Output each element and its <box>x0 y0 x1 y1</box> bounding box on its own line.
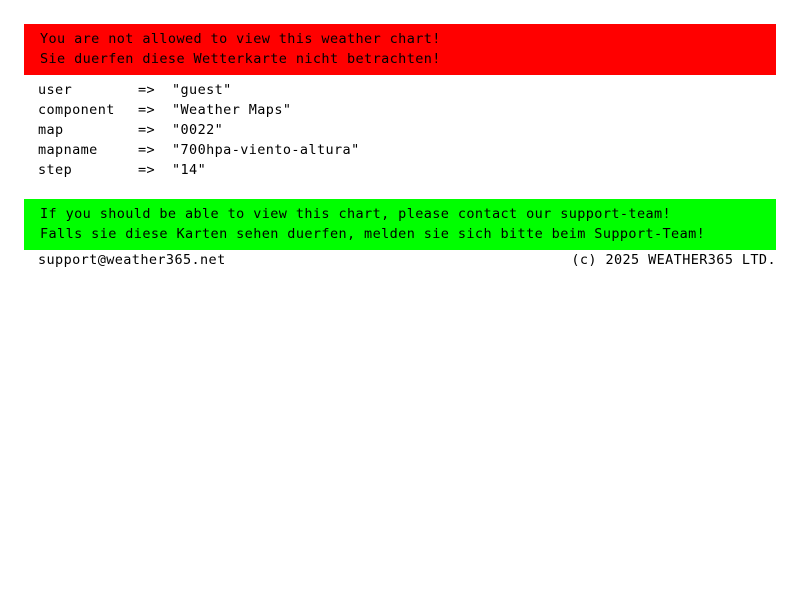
info-banner <box>24 199 776 250</box>
param-arrow: => <box>138 162 156 178</box>
param-key-step: step <box>38 162 73 178</box>
param-key-component: component <box>38 102 115 118</box>
param-value-step: "14" <box>172 162 207 178</box>
error-message-en: You are not allowed to view this weather chart! <box>40 31 441 47</box>
parameter-table <box>38 80 360 180</box>
param-key-mapname: mapname <box>38 142 98 158</box>
param-value-mapname: "700hpa-viento-altura" <box>172 142 360 158</box>
table-row <box>38 120 360 140</box>
footer <box>38 250 776 270</box>
param-value-component: "Weather Maps" <box>172 102 292 118</box>
param-arrow: => <box>138 102 156 118</box>
param-arrow: => <box>138 82 156 98</box>
error-banner <box>24 24 776 75</box>
table-row <box>38 160 360 180</box>
table-row <box>38 140 360 160</box>
param-key-user: user <box>38 82 73 98</box>
param-value-user: "guest" <box>172 82 232 98</box>
error-message-de: Sie duerfen diese Wetterkarte nicht betrachten! <box>40 51 441 67</box>
param-key-map: map <box>38 122 64 138</box>
table-row <box>38 80 360 100</box>
param-arrow: => <box>138 142 156 158</box>
info-message-de: Falls sie diese Karten sehen duerfen, melden sie sich bitte beim Support-Team! <box>40 226 706 242</box>
copyright-notice: (c) 2025 WEATHER365 LTD. <box>571 252 776 268</box>
table-row <box>38 100 360 120</box>
param-arrow: => <box>138 122 156 138</box>
param-value-map: "0022" <box>172 122 224 138</box>
info-message-en: If you should be able to view this chart, please contact our support-team! <box>40 206 672 222</box>
support-email-link[interactable]: support@weather365.net <box>38 252 226 268</box>
